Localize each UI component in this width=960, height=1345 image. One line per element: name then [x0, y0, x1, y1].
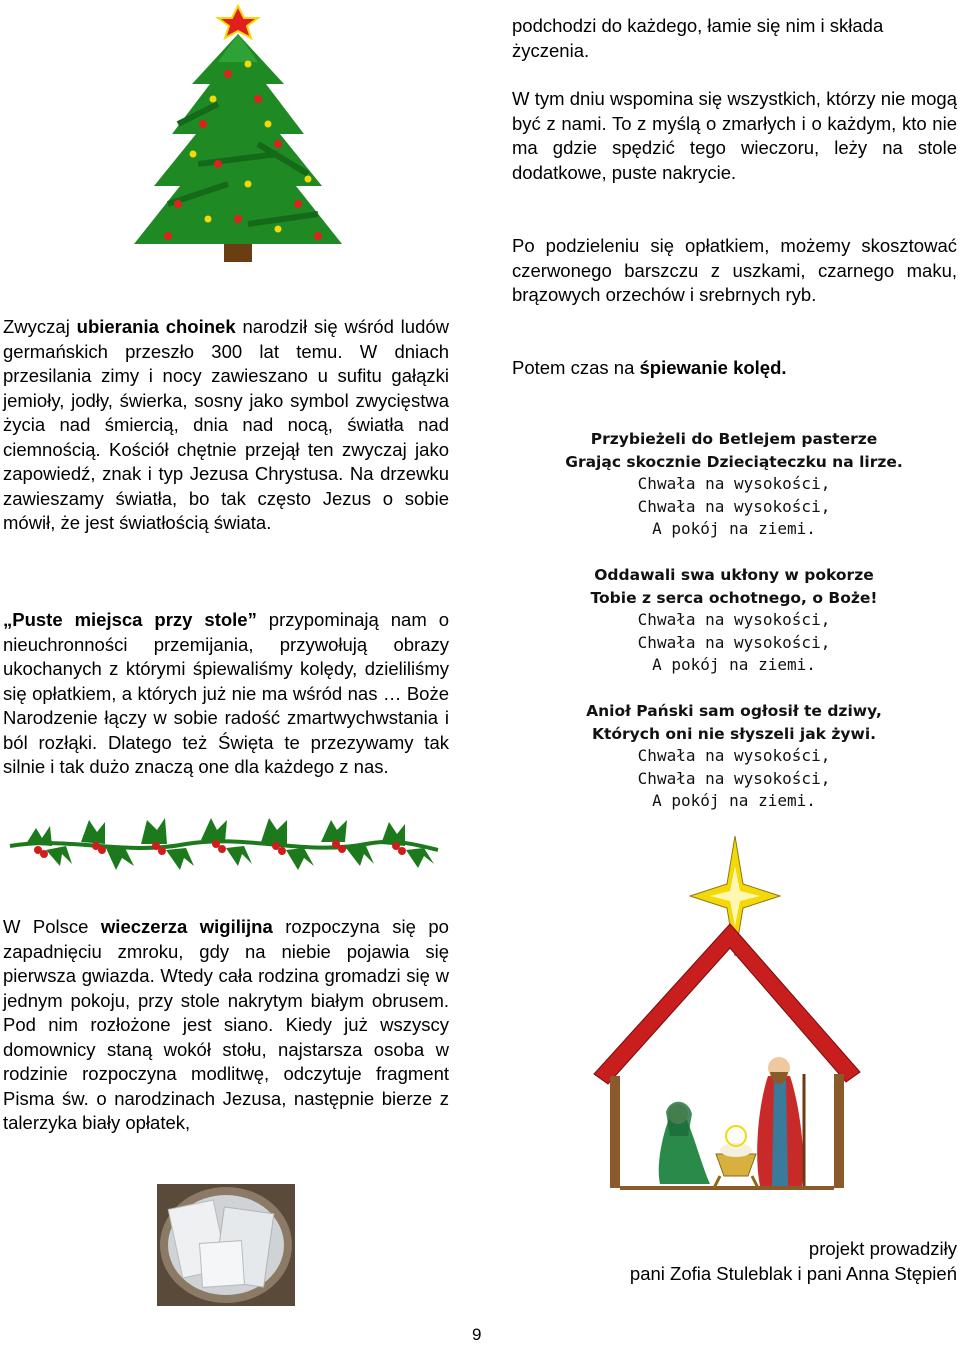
carol-refrain-line: A pokój na ziemi.	[652, 519, 816, 539]
text: Zwyczaj	[3, 316, 77, 337]
paragraph-carols	[512, 356, 957, 381]
christmas-tree-image	[108, 4, 348, 266]
credit-line: pani Zofia Stuleblak i pani Anna Stępień	[629, 1262, 957, 1284]
carol-stanza	[510, 700, 958, 813]
bold-text: wieczerza wigilijna	[100, 916, 273, 937]
carol-stanza	[510, 564, 958, 677]
nativity-scene-image	[590, 836, 862, 1192]
carol-refrain-line: Chwała na wysokości,	[637, 474, 831, 494]
paragraph-christmas-eve	[3, 915, 449, 1136]
carol-refrain-line: Chwała na wysokości,	[637, 610, 831, 630]
credit-line: projekt prowadziły	[808, 1238, 957, 1259]
paragraph-remembrance: W tym dniu wspomina się wszystkich, którzy nie mogą być z nami. To z myślą o zmarłych i o każdym, kto nie ma gdzie spędzić tego wieczoru, leży na stole dodatkowe, puste nakrycie.	[512, 88, 957, 183]
text: W Polsce	[3, 916, 101, 937]
carol-refrain-line: Chwała na wysokości,	[637, 746, 831, 766]
carol-line: Których oni nie słyszeli jak żywi.	[591, 724, 877, 743]
project-credit	[520, 1237, 957, 1286]
bold-text: „Puste miejsca przy stole”	[3, 609, 257, 630]
paragraph-dishes: Po podzieleniu się opłatkiem, możemy skosztować czerwonego barszczu z uszkami, czarnego maku, brązowych orzechów i srebrnych ryb.	[512, 235, 957, 305]
carol-refrain-line: A pokój na ziemi.	[652, 791, 816, 811]
carol-line: Anioł Pański sam ogłosił te dziwy,	[586, 702, 882, 720]
text: narodził się wśród ludów germańskich przeszło 300 lat temu. W dniach przesilania zimy i nocy zawieszano u sufitu gałązki jemioły, jodły, świerka, sosny jako symbol zwycięstwa życia nad śmiercią, dnia nad nocą, światła nad ciemnością. Kościół chętnie przejął ten zwyczaj jako zapowiedź, znak i typ Jezusa Chrystusa. Na drzewku zawieszamy światła, bo tak często Jezus o sobie mówił, że jest światłością świata.	[3, 316, 450, 533]
paragraph-sharing-wafer: podchodzi do każdego, łamie się nim i składa życzenia.	[512, 15, 884, 61]
bold-text: ubierania choinek	[76, 316, 236, 337]
carol-line: Grając skocznie Dzieciąteczku na lirze.	[565, 452, 903, 471]
paragraph-christmas-tree	[3, 315, 449, 536]
carol-line: Przybieżeli do Betlejem pasterze	[590, 430, 878, 448]
text: rozpoczyna się po zapadnięciu zmroku, gdy na niebie pojawia się pierwsza gwiazda. Wtedy cała rodzina gromadzi się w jednym pokoju, przy stole nakrytym białym obrusem. Pod nim rozłożone jest siano. Kiedy już wszyscy domownicy staną wokół stołu, najstarsza osoba w rodzinie rozpoczyna modlitwę, odczytuje fragment Pisma św. o narodzinach Jezusa, następnie bierze z talerzyka biały opłatek,	[3, 916, 449, 1133]
holly-garland-image	[6, 806, 442, 892]
carol-line: Tobie z serca ochotnego, o Boże!	[590, 588, 878, 607]
carol-stanza	[510, 428, 958, 541]
page-number: 9	[472, 1325, 482, 1344]
carol-refrain-line: A pokój na ziemi.	[652, 655, 816, 675]
carol-refrain-line: Chwała na wysokości,	[637, 768, 831, 788]
text: przypominają nam o nieuchronności przemijania, przywołują obrazy ukochanych z którymi śpiewaliśmy kolędy, dzieliliśmy się opłatkiem, a których już nie ma wśród nas … Boże Narodzenie łączy w sobie radość zmartwychwstania i ból rozłąki. Dlatego też Święta te przezywamy tak silnie i tak dużo znaczą one dla każdego z nas.	[3, 609, 449, 777]
text: Potem czas na	[512, 357, 640, 378]
carol-refrain-line: Chwała na wysokości,	[637, 496, 831, 516]
paragraph-empty-seats	[3, 608, 449, 780]
oplatek-wafer-photo	[157, 1184, 295, 1306]
carol-line: Oddawali swa ukłony w pokorze	[594, 566, 874, 584]
bold-text: śpiewanie kolęd.	[639, 357, 787, 378]
carol-refrain-line: Chwała na wysokości,	[637, 632, 831, 652]
